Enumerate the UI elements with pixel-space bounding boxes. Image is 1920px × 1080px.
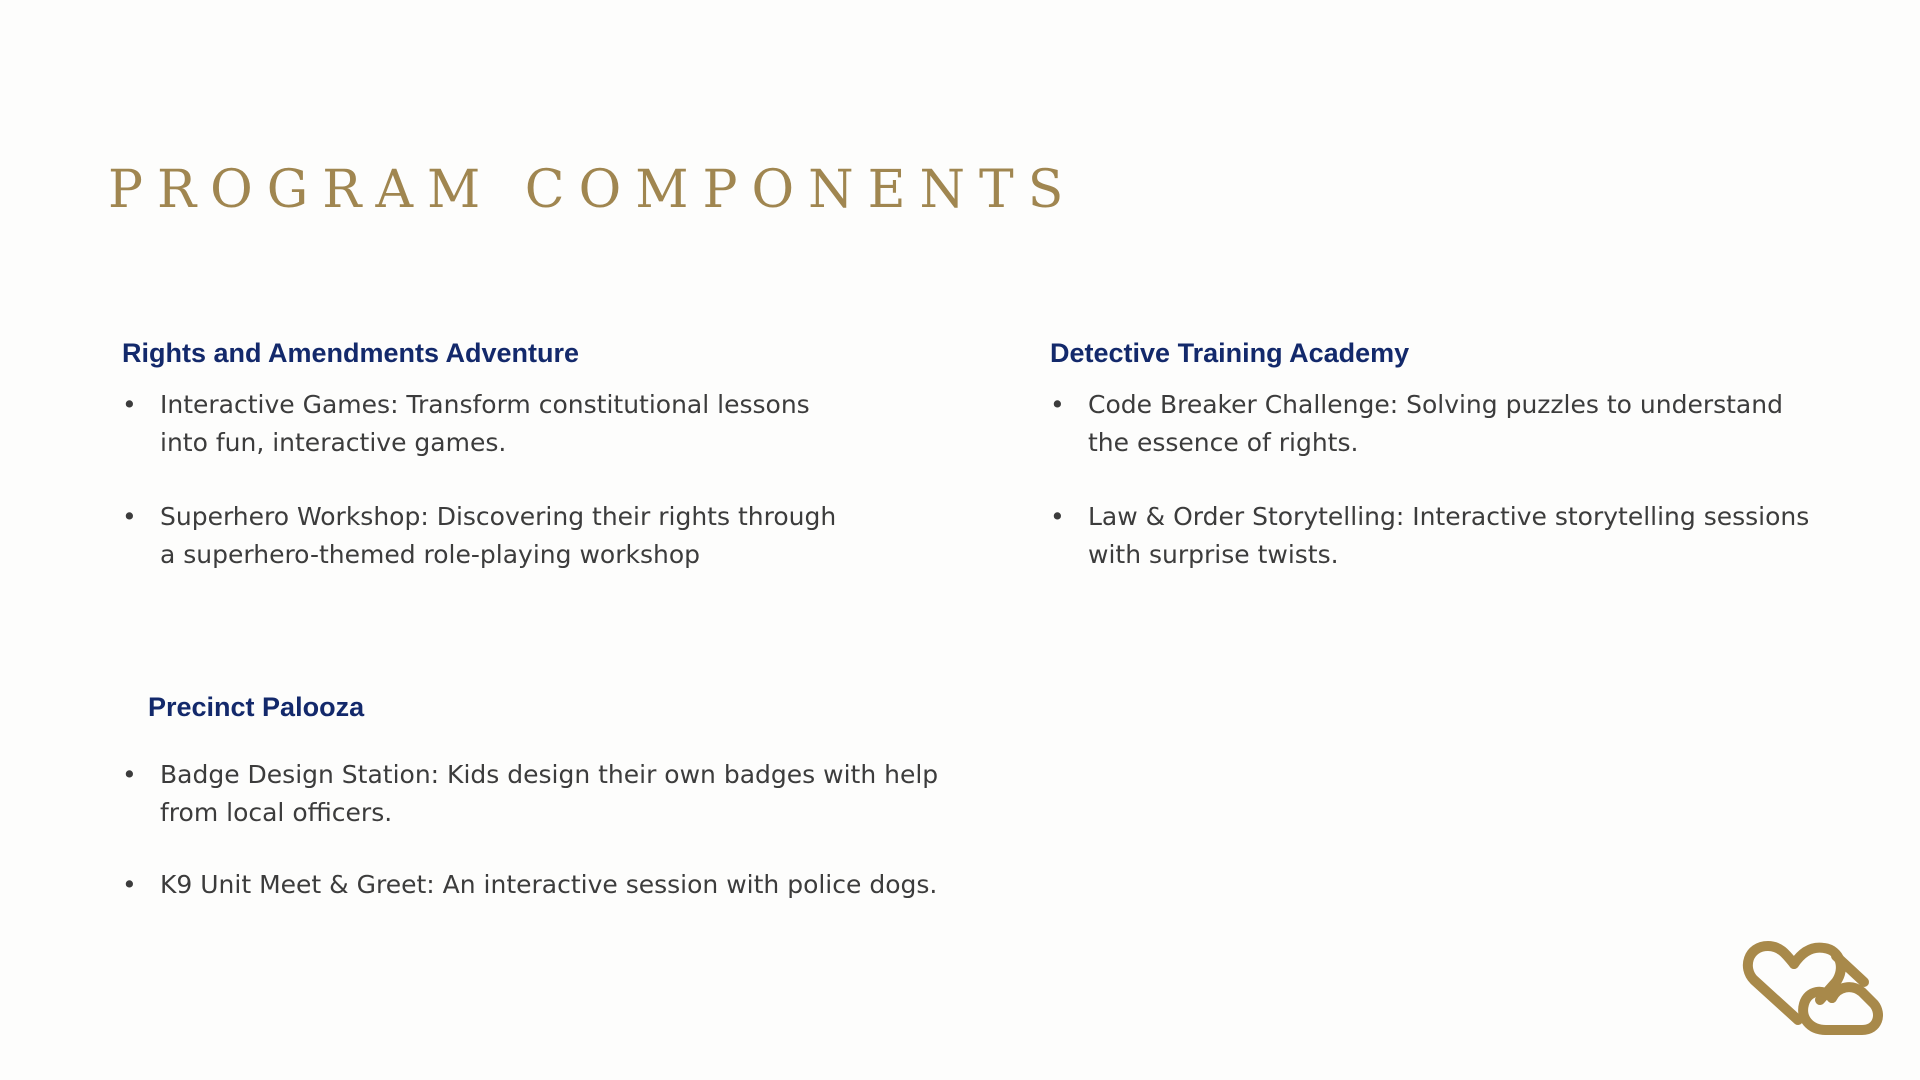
list-item	[1050, 386, 1850, 462]
linked-hearts-icon	[1738, 938, 1886, 1038]
bullet-icon: •	[1050, 502, 1065, 531]
bullet-icon: •	[122, 390, 137, 419]
page-title: PROGRAM COMPONENTS	[108, 160, 1078, 220]
section-rights-and-amendments	[122, 336, 882, 569]
section-detective-training-academy	[1050, 336, 1850, 569]
section-heading: Detective Training Academy	[1050, 338, 1410, 368]
list-item-text: Interactive Games: Transform constitutional lessons into fun, interactive games.	[160, 390, 810, 457]
section-heading: Precinct Palooza	[148, 692, 365, 722]
bullet-icon: •	[122, 502, 137, 531]
list-item	[122, 386, 862, 462]
section-precinct-palooza	[122, 690, 982, 899]
list-item-text: Code Breaker Challenge: Solving puzzles to understand the essence of rights.	[1088, 390, 1783, 457]
list-item	[1050, 498, 1850, 574]
list-item	[122, 866, 982, 904]
list-item-text: Badge Design Station: Kids design their own badges with help from local officers.	[160, 760, 939, 827]
list-item-text: Law & Order Storytelling: Interactive storytelling sessions with surprise twists.	[1088, 502, 1810, 569]
bullet-icon: •	[1050, 390, 1065, 419]
section-heading: Rights and Amendments Adventure	[122, 338, 580, 368]
list-item-text: K9 Unit Meet & Greet: An interactive session with police dogs.	[160, 870, 938, 899]
bullet-icon: •	[122, 760, 137, 789]
bullet-icon: •	[122, 870, 137, 899]
list-item	[122, 498, 862, 574]
list-item-text: Superhero Workshop: Discovering their rights through a superhero-themed role-playing workshop	[160, 502, 837, 569]
list-item	[122, 756, 982, 832]
